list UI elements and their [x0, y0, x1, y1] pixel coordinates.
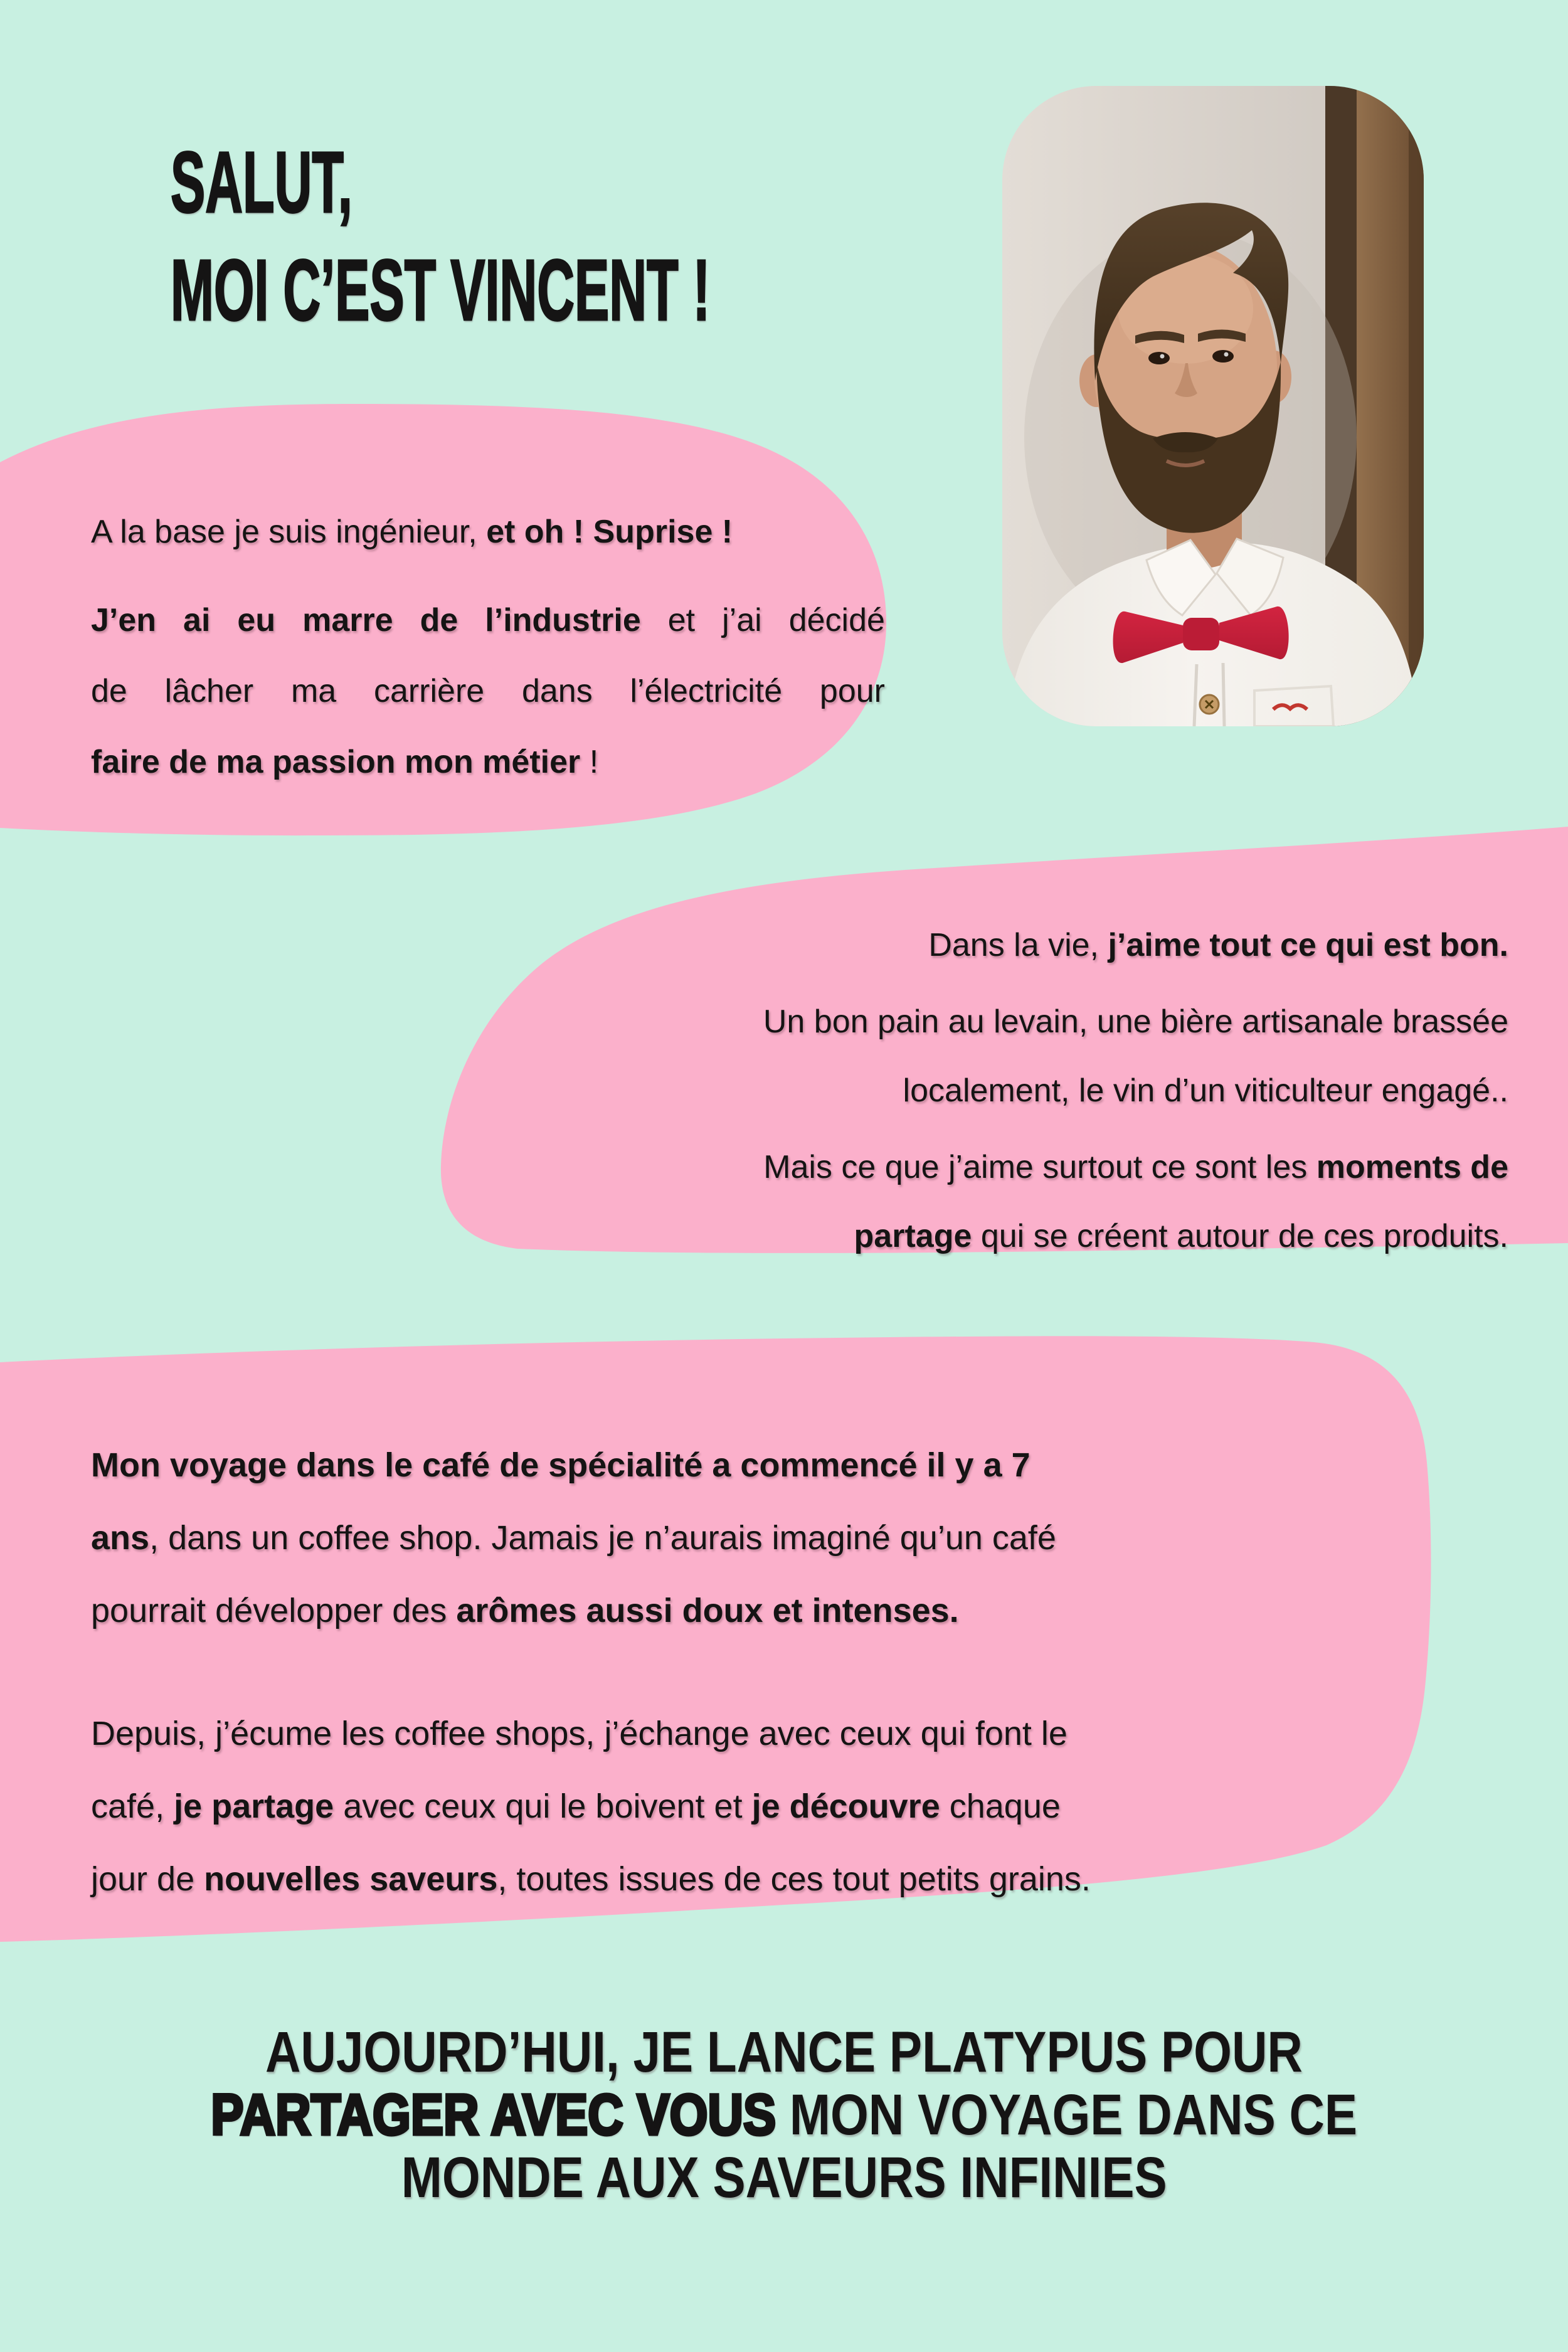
- text-segment: nouvelles saveurs: [204, 1860, 498, 1898]
- text-segment: qui se créent autour de ces produits.: [972, 1218, 1508, 1254]
- text-segment: Depuis, j’écume les coffee shops, j’échange avec ceux qui font le: [91, 1715, 1067, 1752]
- text-segment: !: [580, 744, 599, 780]
- text-line: [0, 2084, 1568, 2146]
- text-segment: l’électricité: [630, 673, 783, 709]
- text-segment: chaque: [940, 1788, 1061, 1825]
- text-line: [0, 2146, 1568, 2209]
- text-segment: AUJOURD’HUI, JE LANCE PLATYPUS POUR: [265, 2020, 1303, 2084]
- text-segment: PARTAGER AVEC VOUS: [211, 2083, 776, 2147]
- text-segment: je découvre: [751, 1788, 940, 1825]
- text-line: [91, 497, 885, 568]
- text-line: [91, 1502, 1185, 1574]
- text-segment: localement, le vin d’un viticulteur engagé..: [903, 1073, 1508, 1109]
- text-segment: MOI C’EST VINCENT !: [171, 242, 711, 339]
- journey-text: [91, 1429, 1185, 1915]
- text-segment: SALUT,: [171, 134, 352, 231]
- text-segment: marre: [302, 602, 393, 638]
- text-segment: et oh ! Suprise !: [486, 514, 733, 550]
- condensed-text: [265, 2021, 1303, 2084]
- text-segment: décidé: [788, 602, 885, 638]
- text-segment: eu: [237, 602, 276, 638]
- intro-text: [91, 497, 885, 798]
- footer-announcement: [0, 2021, 1568, 2209]
- bowtie-knot: [1183, 618, 1219, 650]
- text-segment: pourrait développer des: [91, 1592, 457, 1629]
- text-segment: MON VOYAGE DANS CE: [775, 2083, 1357, 2147]
- placket-line-right: [1223, 663, 1224, 726]
- text-segment: avec ceux qui le boivent et: [334, 1788, 752, 1825]
- text-segment: MONDE AUX SAVEURS INFINIES: [401, 2146, 1167, 2210]
- text-line: [91, 1843, 1185, 1915]
- text-segment: lâcher: [164, 673, 254, 709]
- text-segment: je partage: [174, 1788, 334, 1825]
- text-line: [91, 585, 885, 656]
- text-line: [91, 1429, 1185, 1502]
- text-segment: ai: [183, 602, 211, 638]
- text-segment: J’en: [91, 602, 157, 638]
- text-segment: Un bon pain au levain, une bière artisanale brassée: [763, 1004, 1508, 1040]
- condensed-text: [211, 2084, 1357, 2146]
- text-line: [630, 1133, 1508, 1202]
- text-line: [171, 129, 1070, 236]
- text-line: [630, 911, 1508, 980]
- text-segment: ma: [290, 673, 337, 709]
- text-segment: pour: [819, 673, 885, 709]
- text-segment: partage: [854, 1218, 972, 1254]
- eye-left: [1148, 352, 1170, 364]
- text-segment: j’aime tout ce qui est bon.: [1108, 927, 1508, 963]
- text-line: [91, 1574, 1185, 1647]
- text-line: [630, 1202, 1508, 1271]
- text-segment: de: [420, 602, 458, 638]
- text-segment: A la base je suis ingénieur,: [91, 514, 487, 550]
- text-segment: dans: [521, 673, 593, 709]
- likes-text: [630, 911, 1508, 1271]
- text-segment: moments de: [1316, 1149, 1508, 1185]
- text-line: [630, 987, 1508, 1056]
- condensed-text: [401, 2146, 1167, 2209]
- text-segment: jour de: [91, 1860, 204, 1898]
- text-line: [171, 236, 1070, 344]
- text-segment: l’industrie: [485, 602, 641, 638]
- text-segment: Mais ce que j’aime surtout ce sont les: [763, 1149, 1316, 1185]
- text-line: [91, 1697, 1185, 1770]
- text-line: [0, 2021, 1568, 2084]
- text-segment: Mon voyage dans le café de spécialité a commencé il y a 7: [91, 1446, 1030, 1484]
- text-segment: Dans la vie,: [928, 927, 1108, 963]
- text-segment: , toutes issues de ces tout petits grains.: [497, 1860, 1091, 1898]
- text-segment: et: [667, 602, 696, 638]
- text-line: [630, 1056, 1508, 1125]
- text-line: [91, 1770, 1185, 1843]
- condensed-text: [171, 129, 352, 236]
- text-segment: faire de ma passion mon métier: [91, 744, 581, 780]
- text-line: [91, 656, 885, 727]
- eye-right: [1212, 350, 1234, 363]
- condensed-text: [171, 236, 710, 344]
- text-segment: café,: [91, 1788, 174, 1825]
- page-title: [171, 129, 1070, 344]
- text-segment: arômes aussi doux et intenses.: [456, 1592, 959, 1629]
- text-segment: , dans un coffee shop. Jamais je n’aurais imaginé qu’un café: [149, 1519, 1056, 1557]
- text-segment: carrière: [373, 673, 485, 709]
- text-segment: j’ai: [722, 602, 762, 638]
- text-line: [91, 727, 885, 798]
- text-segment: ans: [91, 1519, 150, 1557]
- text-segment: de: [91, 673, 127, 709]
